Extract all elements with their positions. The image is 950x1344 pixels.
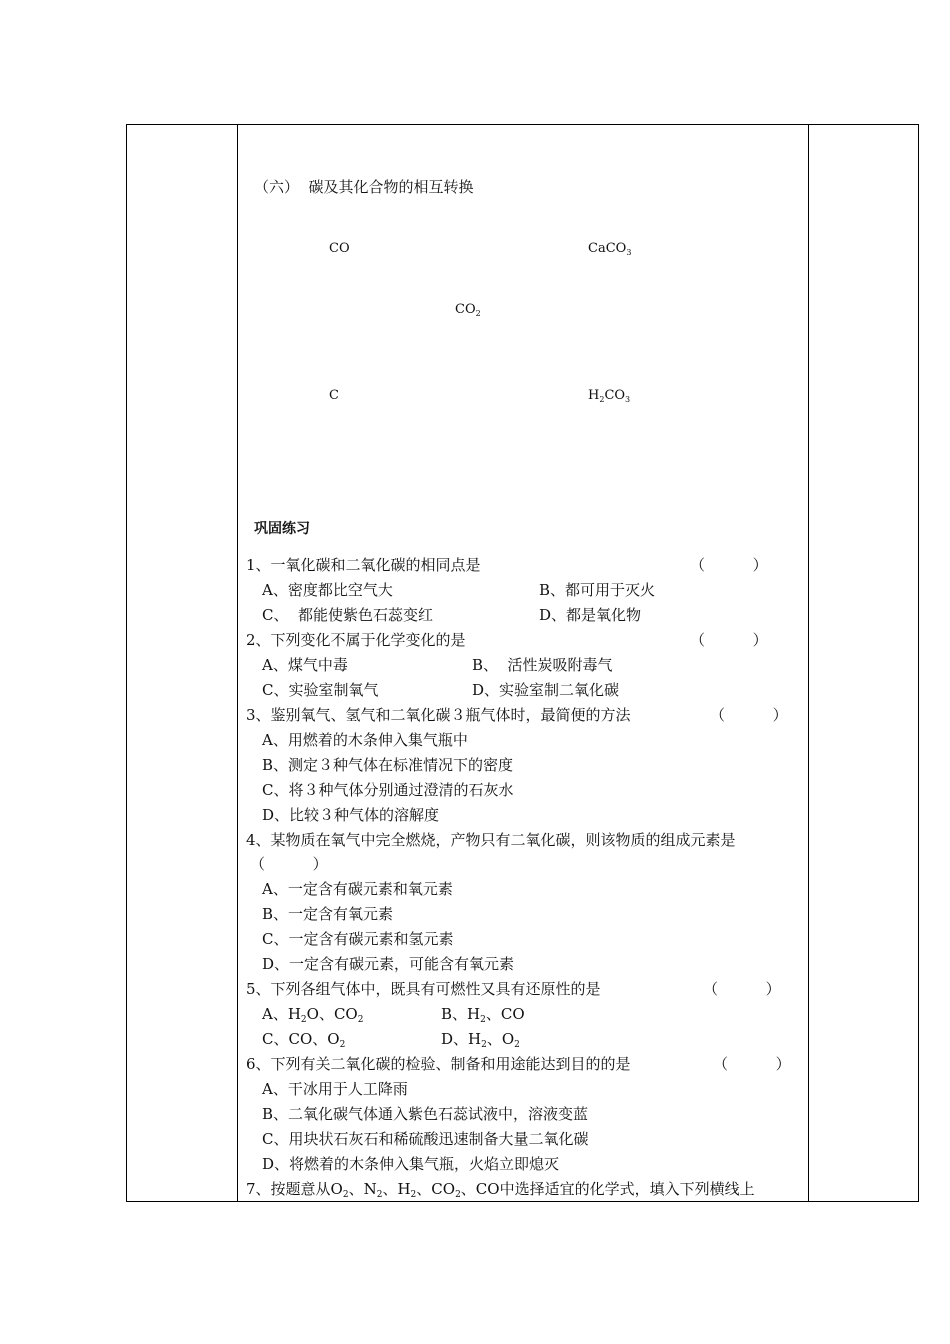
- question-6-paren: （ ）: [713, 1055, 791, 1073]
- column-divider-left: [237, 125, 238, 1201]
- question-3-option-a: A、用燃着的木条伸入集气瓶中: [262, 731, 468, 749]
- question-5-option-d: D、$H_2$、$O_2$: [441, 1030, 520, 1050]
- question-1-option-a: A、密度都比空气大: [262, 581, 393, 599]
- formula-c: C: [329, 388, 339, 403]
- question-4-option-a: A、一定含有碳元素和氧元素: [262, 880, 453, 898]
- question-4-option-d: D、一定含有碳元素，可能含有氧元素: [262, 955, 515, 973]
- question-3-option-b: B、测定３种气体在标准情况下的密度: [262, 756, 514, 774]
- formula-caco3: CaCO$_3$: [588, 241, 632, 257]
- question-3-paren: （ ）: [710, 706, 788, 724]
- question-5-option-a: A、$H_2O$、$CO_2$: [262, 1005, 364, 1025]
- question-4-paren: （ ）: [250, 855, 328, 873]
- question-4-stem: 4、某物质在氧气中完全燃烧，产物只有二氧化碳，则该物质的组成元素是: [246, 831, 736, 849]
- question-1-option-b: B、都可用于灭火: [539, 581, 656, 599]
- question-2-option-d: D、实验室制二氧化碳: [472, 681, 620, 699]
- question-4-option-b: B、一定含有氧元素: [262, 905, 394, 923]
- question-3-stem: 3、鉴别氧气、氢气和二氧化碳３瓶气体时，最简便的方法: [246, 706, 631, 724]
- question-2-paren: （ ）: [690, 631, 768, 649]
- question-5-option-b: B、$H_2$、CO: [441, 1005, 525, 1025]
- question-5-stem: 5、下列各组气体中，既具有可燃性又具有还原性的是: [246, 980, 601, 998]
- question-2-stem: 2、下列变化不属于化学变化的是: [246, 631, 466, 649]
- question-6-option-b: B、二氧化碳气体通入紫色石蕊试液中，溶液变蓝: [262, 1105, 589, 1123]
- practice-heading: 巩固练习: [254, 521, 310, 537]
- question-1-option-c: C、 都能使紫色石蕊变红: [262, 606, 434, 624]
- question-2-option-c: C、实验室制氧气: [262, 681, 379, 699]
- question-1-paren: （ ）: [690, 556, 768, 574]
- formula-h2co3: $H_2CO_3$: [588, 388, 631, 404]
- question-6-option-a: A、干冰用于人工降雨: [262, 1080, 408, 1098]
- question-6-option-d: D、将燃着的木条伸入集气瓶，火焰立即熄灭: [262, 1155, 560, 1173]
- question-1-stem: 1、一氧化碳和二氧化碳的相同点是: [246, 556, 481, 574]
- question-7-stem: 7、按题意从$O_2$、$N_2$、$H_2$、$CO_2$、CO中选择适宜的化学式，填入下列横线上: [246, 1180, 755, 1200]
- formula-co2: $CO_2$: [455, 302, 481, 318]
- question-5-paren: （ ）: [703, 980, 781, 998]
- question-6-stem: 6、下列有关二氧化碳的检验、制备和用途能达到目的的是: [246, 1055, 631, 1073]
- question-2-option-a: A、煤气中毒: [262, 656, 348, 674]
- formula-co: CO: [329, 241, 350, 256]
- question-4-option-c: C、一定含有碳元素和氢元素: [262, 930, 454, 948]
- question-3-option-c: C、将３种气体分别通过澄清的石灰水: [262, 781, 514, 799]
- section-title: （六） 碳及其化合物的相互转换: [254, 178, 474, 196]
- question-6-option-c: C、用块状石灰石和稀硫酸迅速制备大量二氧化碳: [262, 1130, 589, 1148]
- column-divider-right: [808, 125, 809, 1201]
- question-2-option-b: B、 活性炭吸附毒气: [472, 656, 613, 674]
- question-5-option-c: C、CO、$O_2$: [262, 1030, 346, 1050]
- question-3-option-d: D、比较３种气体的溶解度: [262, 806, 440, 824]
- question-1-option-d: D、都是氧化物: [539, 606, 642, 624]
